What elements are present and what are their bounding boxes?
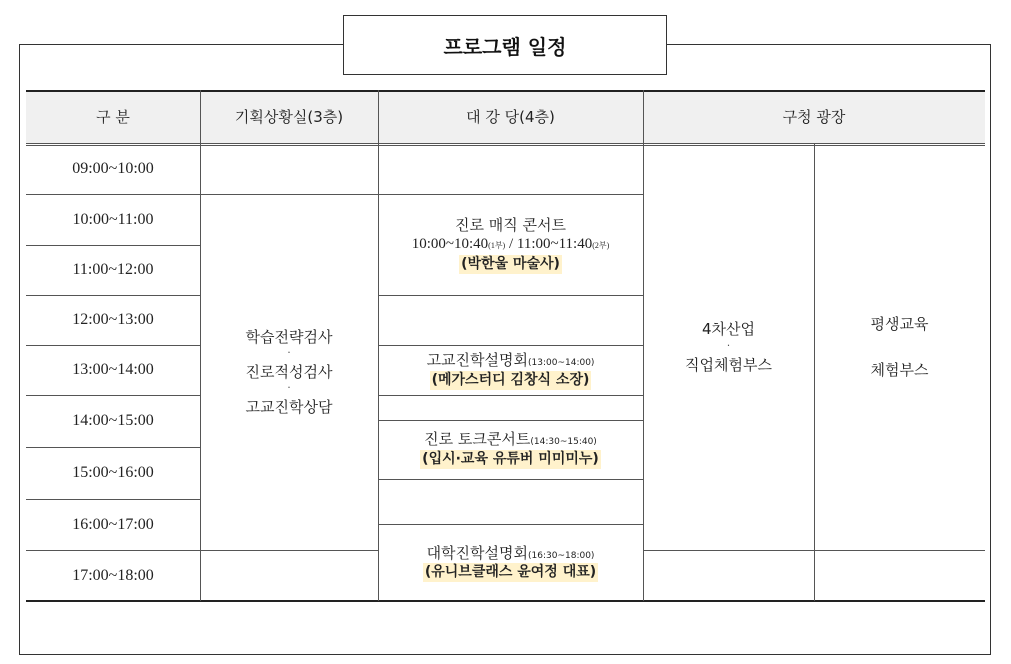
time-cell: 10:00~11:00 [72, 210, 154, 228]
time-cell: 15:00~16:00 [72, 464, 154, 482]
header-plaza: 구청 광장 [782, 107, 846, 126]
event-sessions [412, 235, 610, 255]
event-time: (16:30~18:00) [528, 550, 595, 561]
column-divider [200, 90, 201, 601]
event-title: 고교진학설명회 [426, 351, 528, 370]
row-divider [378, 395, 643, 396]
row-divider [26, 550, 378, 551]
row-divider [26, 447, 200, 448]
session-2-tag: (2부) [592, 241, 610, 251]
event-host: (박한울 마술사) [461, 255, 560, 272]
separator-dot: · [287, 345, 291, 359]
schedule-table [26, 90, 985, 601]
program-aptitude-test: 진로적성검사 [245, 362, 333, 381]
column-divider [643, 90, 644, 601]
event-title: 대학진학설명회 [426, 543, 528, 562]
separator-dot: · [726, 338, 731, 352]
time-cell: 09:00~10:00 [72, 160, 154, 178]
header-auditorium: 대 강 당(4층) [466, 107, 555, 126]
event-title: 진로 토크콘서트 [424, 430, 531, 449]
time-cell: 16:00~17:00 [72, 515, 154, 533]
event-host: (유니브클래스 윤여정 대표) [424, 564, 597, 581]
event-magic-concert [378, 194, 643, 295]
row-divider [26, 194, 643, 195]
table-bottom-border [26, 600, 985, 602]
session-1-time: 10:00~10:40 [411, 236, 489, 253]
time-cell: 14:00~15:00 [72, 412, 154, 430]
event-time: (14:30~15:40) [530, 437, 597, 448]
time-cell: 17:00~18:00 [72, 566, 154, 584]
row-divider [378, 479, 643, 480]
header-category: 구 분 [96, 107, 130, 126]
row-divider [378, 524, 643, 525]
row-divider [378, 345, 643, 346]
column-divider [814, 144, 815, 601]
separator-dot: · [287, 381, 291, 395]
event-talk-concert [378, 420, 643, 478]
header-separator [26, 143, 985, 146]
booth-line: 평생교육 [870, 314, 929, 333]
session-2-time: 11:00~11:40 [516, 236, 593, 253]
header-planning-room: 기획상황실(3층) [234, 107, 344, 126]
event-host: (입시·교육 유튜버 미미미누) [422, 450, 599, 467]
session-1-tag: (1부) [488, 241, 506, 251]
column-divider [378, 90, 379, 601]
time-cell: 12:00~13:00 [72, 311, 154, 329]
event-time: (13:00~14:00) [528, 358, 595, 369]
row-divider [26, 345, 200, 346]
row-divider [378, 295, 643, 296]
page-title: 프로그램 일정 [343, 15, 667, 75]
table-top-border [26, 90, 985, 92]
row-divider [26, 295, 200, 296]
event-university-briefing [378, 524, 643, 601]
time-cell: 11:00~12:00 [72, 261, 154, 279]
planning-room-programs [200, 194, 378, 550]
row-divider [26, 395, 200, 396]
row-divider [378, 420, 643, 421]
booth-line: 체험부스 [870, 361, 929, 379]
row-divider [26, 245, 200, 246]
program-learning-test: 학습전략검사 [245, 327, 333, 346]
row-divider [26, 499, 200, 500]
time-cell: 13:00~14:00 [72, 361, 154, 379]
plaza-industry-booth [643, 144, 814, 550]
event-highschool-briefing [378, 345, 643, 395]
session-separator: / [505, 236, 517, 253]
booth-line: 4차산업 [701, 320, 755, 339]
program-admission-counsel: 고교진학상담 [245, 398, 333, 417]
event-host: (메가스터디 김창식 소장) [431, 371, 590, 388]
event-title: 진로 매직 콘서트 [455, 216, 566, 235]
booth-line: 직업체험부스 [685, 355, 772, 374]
plaza-lifelong-booth [814, 144, 985, 550]
